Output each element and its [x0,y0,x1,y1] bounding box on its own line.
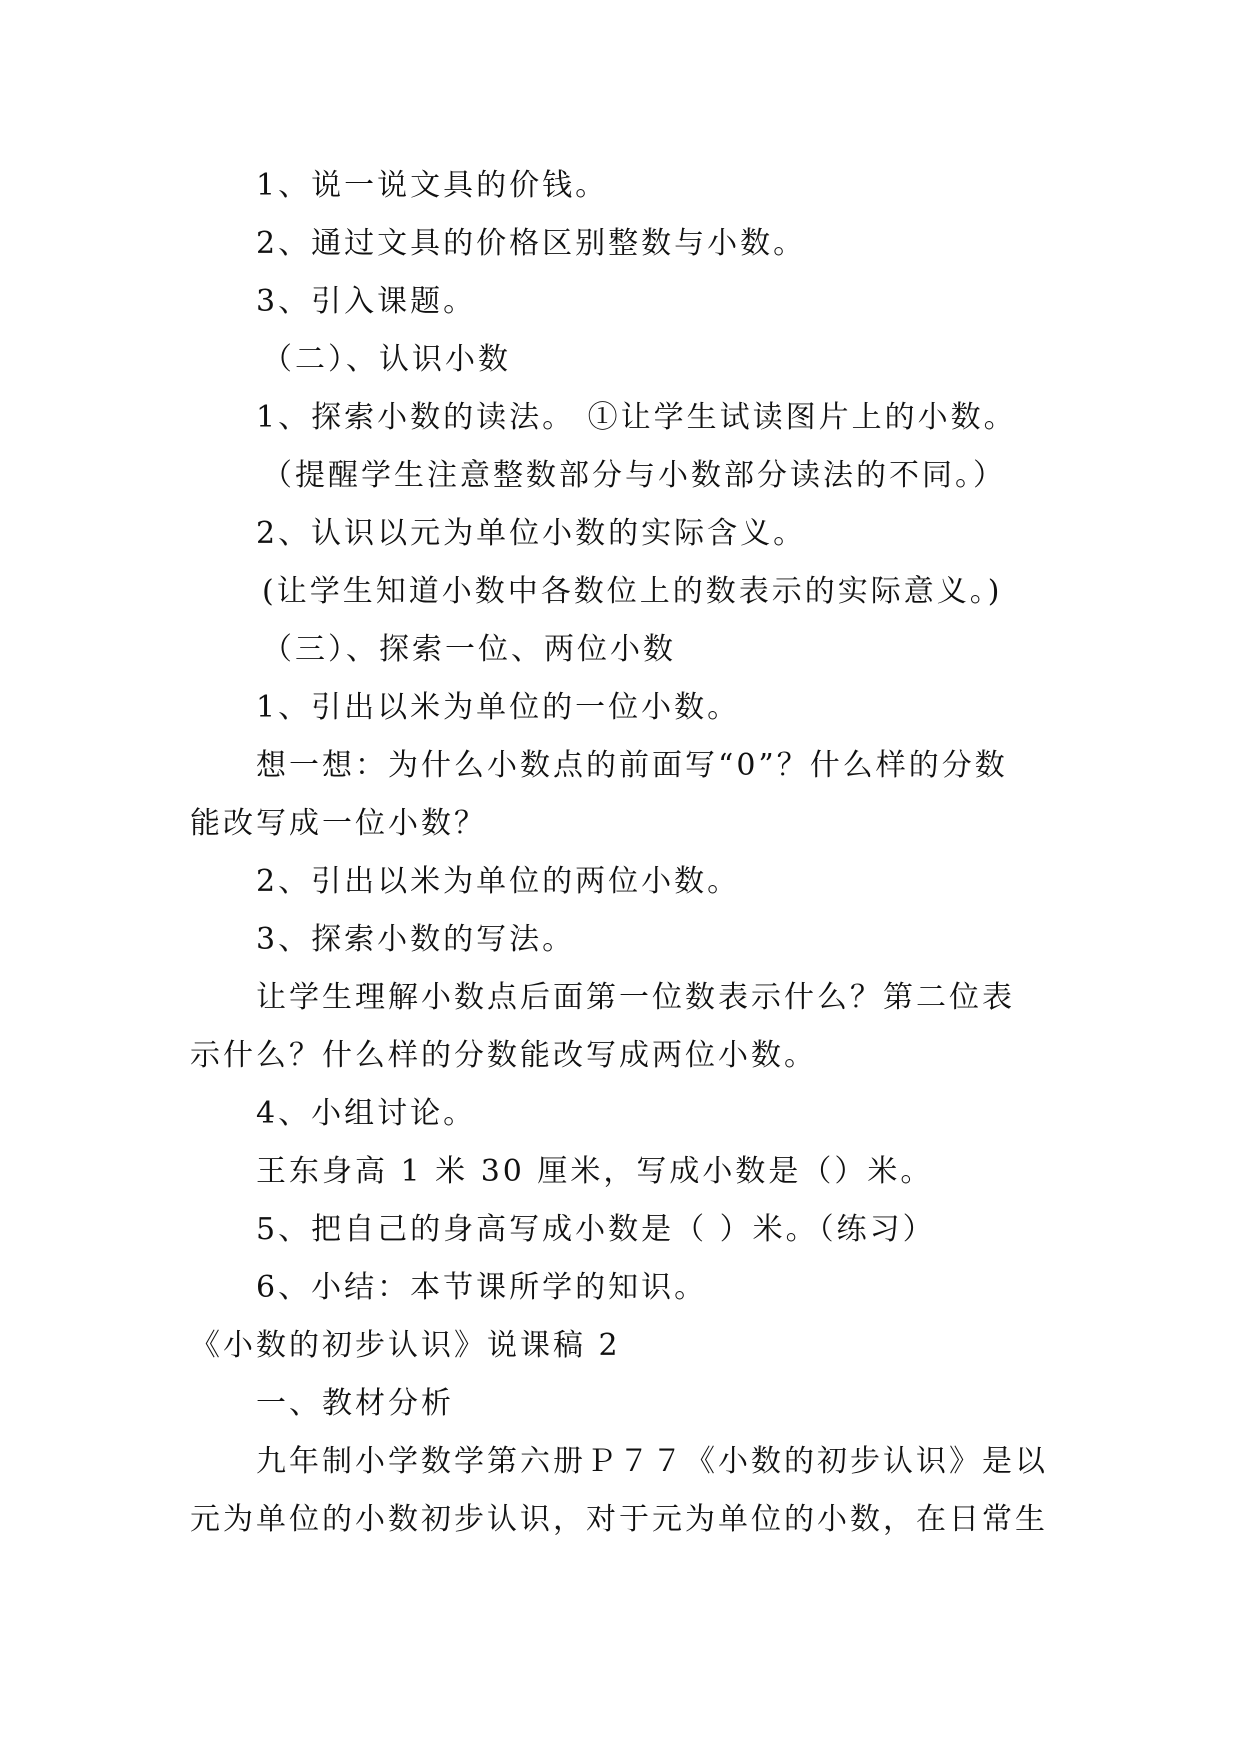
text-line: (让学生知道小数中各数位上的数表示的实际意义。) [262,574,1003,609]
text-line: 元为单位的小数初步认识，对于元为单位的小数，在日常生 [190,1502,1048,1537]
text-line: 5、把自己的身高写成小数是（ ）米。（练习） [256,1212,936,1247]
text-line: 王东身高 1 米 30 厘米，写成小数是（）米。 [256,1154,934,1189]
text-line: 2、引出以米为单位的两位小数。 [256,864,741,899]
text-line: 能改写成一位小数？ [190,806,487,841]
text-line: 3、引入课题。 [256,284,477,319]
text-line: 九年制小学数学第六册Ｐ７７《小数的初步认识》是以 [256,1444,1048,1479]
text-line: 4、小组讨论。 [256,1096,477,1131]
text-line: 1、探索小数的读法。 ①让学生试读图片上的小数。 [256,400,1017,435]
section-heading: （二）、认识小数 [262,342,511,377]
text-line: 1、说一说文具的价钱。 [256,168,609,203]
text-line: 示什么？什么样的分数能改写成两位小数。 [190,1038,817,1073]
text-line: 1、引出以米为单位的一位小数。 [256,690,741,725]
text-line: 2、通过文具的价格区别整数与小数。 [256,226,807,261]
text-line: 想一想：为什么小数点的前面写“0”？什么样的分数 [256,748,1008,783]
text-line: 3、探索小数的写法。 [256,922,576,957]
section-heading: 一、教材分析 [256,1386,454,1421]
text-line: 6、小结：本节课所学的知识。 [256,1270,708,1305]
text-line: 让学生理解小数点后面第一位数表示什么？第二位表 [256,980,1015,1015]
section-heading: （三）、探索一位、两位小数 [262,632,676,667]
text-line: （提醒学生注意整数部分与小数部分读法的不同。） [262,458,1006,493]
text-line: 2、认识以元为单位小数的实际含义。 [256,516,807,551]
document-title: 《小数的初步认识》说课稿 2 [190,1328,621,1363]
